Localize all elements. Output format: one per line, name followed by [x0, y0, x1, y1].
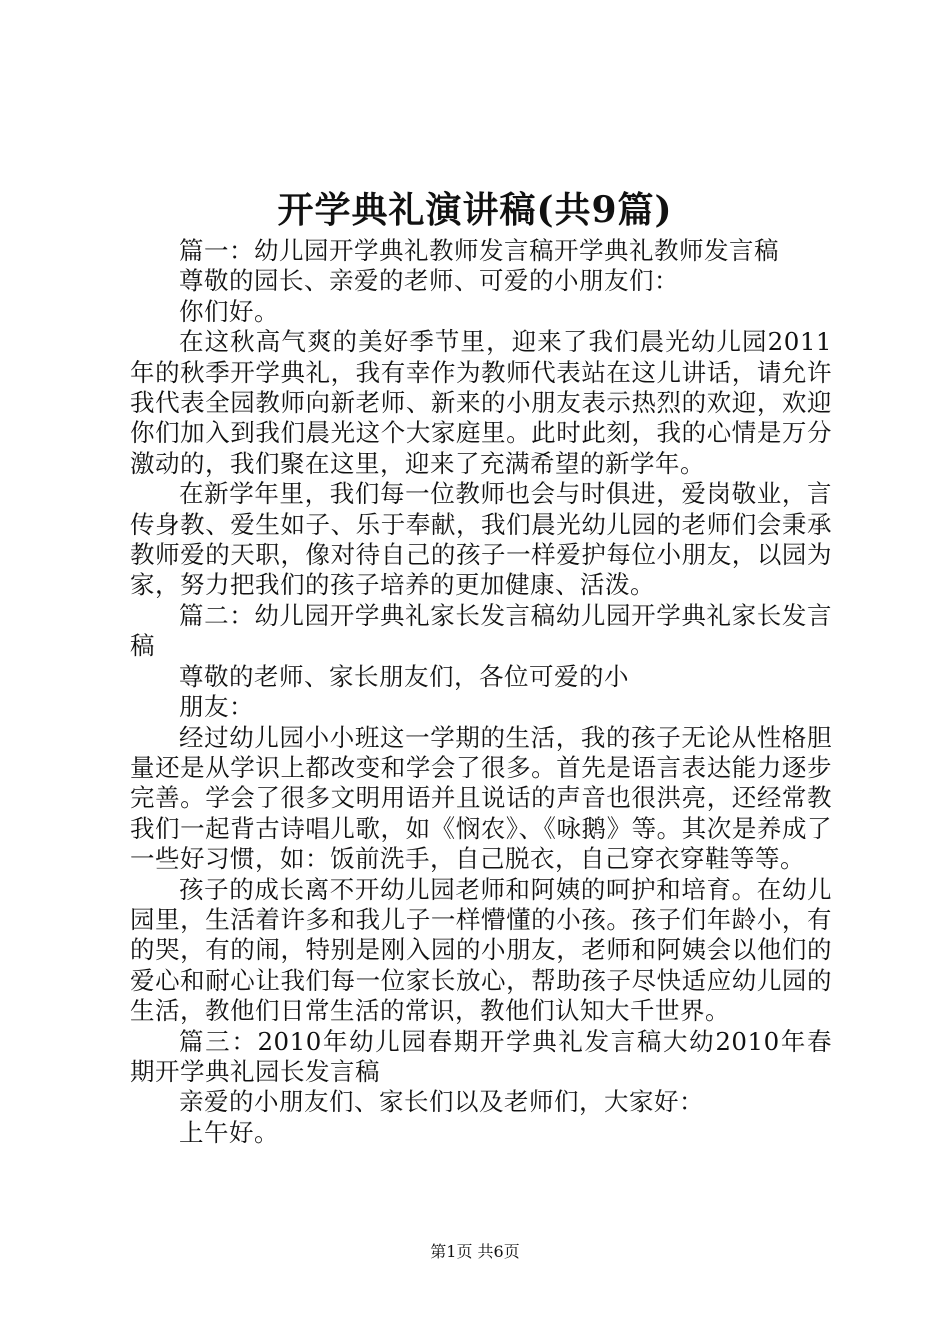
paragraph-body: 孩子的成长离不开幼儿园老师和阿姨的呵护和培育。在幼儿园里，生活着许多和我儿子一样懵懂的小孩。孩子们年龄小，有的哭，有的闹，特别是刚入园的小朋友，老师和阿姨会以他们的爱心和耐心让我们每一位家长放心，帮助孩子尽快适应幼儿园的生活，教他们日常生活的常识，教他们认知大千世界。: [130, 874, 832, 1026]
paragraph-heading-1: 篇一：幼儿园开学典礼教师发言稿开学典礼教师发言稿: [179, 236, 779, 265]
paragraph-body: 在新学年里，我们每一位教师也会与时俱进，爱岗敬业，言传身教、爱生如子、乐于奉献，我们晨光幼儿园的老师们会秉承教师爱的天职，像对待自己的孩子一样爱护每位小朋友，以园为家，努力把我们的孩子培养的更加健康、活泼。: [130, 479, 832, 600]
paragraph-greeting-3: 上午好。: [179, 1117, 279, 1147]
paragraph-heading-2: 篇二：幼儿园开学典礼家长发言稿幼儿园开学典礼家长发言稿: [130, 600, 832, 661]
paragraph-salutation-2: 尊敬的老师、家长朋友们，各位可爱的小: [179, 661, 629, 691]
paragraph-salutation-2-continued: 朋友：: [179, 692, 254, 722]
paragraph-salutation-3: 亲爱的小朋友们、家长们以及老师们，大家好：: [179, 1087, 704, 1117]
document-body: [130, 236, 832, 1148]
paragraph-salutation-1: 尊敬的园长、亲爱的老师、可爱的小朋友们：: [179, 266, 679, 296]
paragraph-greeting-1: 你们好。: [179, 296, 279, 326]
paragraph-heading-3: 篇三：2010年幼儿园春期开学典礼发言稿大幼2010年春期开学典礼园长发言稿: [130, 1026, 832, 1086]
page-footer: 第1页 共6页: [430, 1242, 520, 1261]
paragraph-body: 经过幼儿园小小班这一学期的生活，我的孩子无论从性格胆量还是从学识上都改变和学会了很多。首先是语言表达能力逐步完善。学会了很多文明用语并且说话的声音也很洪亮，还经常教我们一起背古诗唱儿歌，如《悯农》、《咏鹅》等。其次是养成了一些好习惯，如：饭前洗手，自己脱衣，自己穿衣穿鞋等等。: [130, 722, 832, 874]
paragraph-body: 在这秋高气爽的美好季节里，迎来了我们晨光幼儿园2011年的秋季开学典礼，我有幸作为教师代表站在这儿讲话，请允许我代表全园教师向新老师、新来的小朋友表示热烈的欢迎，欢迎你们加入到我们晨光这个大家庭里。此时此刻，我的心情是万分激动的，我们聚在这里，迎来了充满希望的新学年。: [130, 327, 832, 478]
document-title: 开学典礼演讲稿(共9篇): [277, 189, 673, 231]
